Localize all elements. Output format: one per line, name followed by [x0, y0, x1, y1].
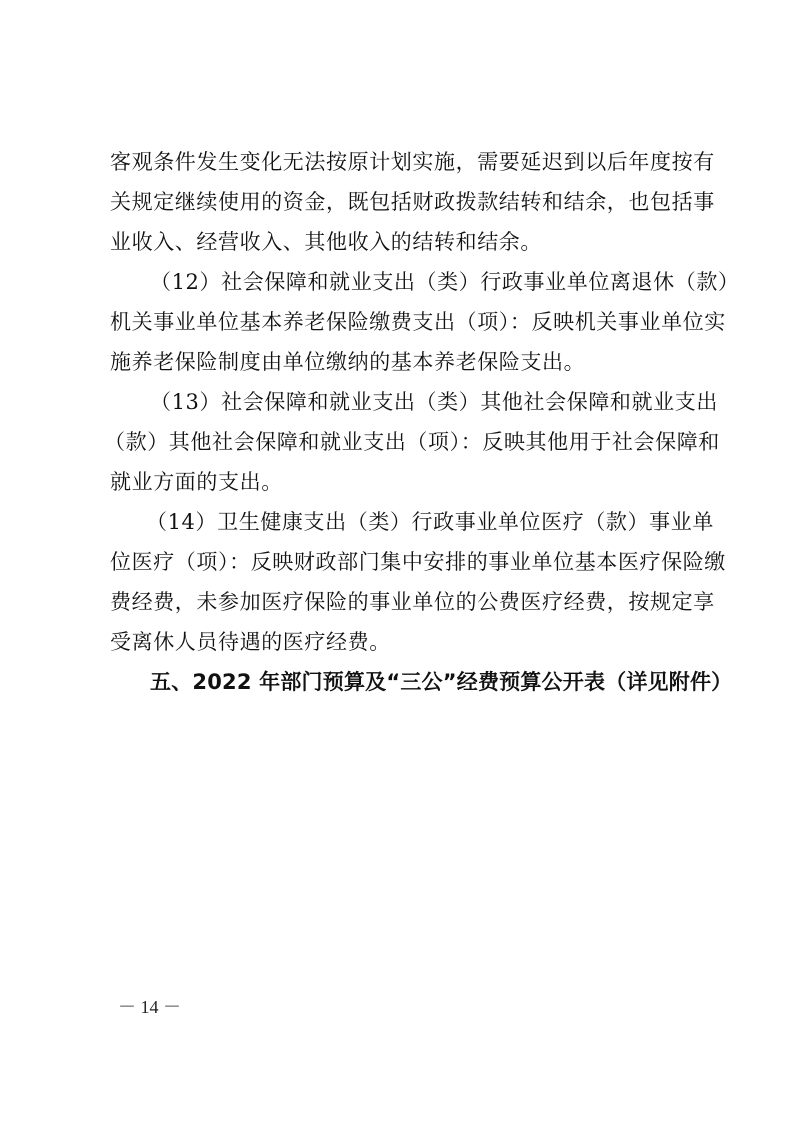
paragraph-line: 费经费，未参加医疗保险的事业单位的公费医疗经费，按规定享 — [110, 590, 715, 614]
paragraph-line: 受离休人员待遇的医疗经费。 — [110, 630, 391, 654]
paragraph-line: 关规定继续使用的资金，既包括财政拨款结转和结余，也包括事 — [110, 190, 715, 214]
paragraph-line: 业收入、经营收入、其他收入的结转和结余。 — [110, 230, 542, 254]
section-heading: 五、2022 年部门预算及“三公”经费预算公开表（详见附件） — [150, 670, 733, 694]
paragraph-line: 机关事业单位基本养老保险缴费支出（项）：反映机关事业单位实 — [110, 310, 726, 334]
paragraph-line: 位医疗（项）：反映财政部门集中安排的事业单位基本医疗保险缴 — [110, 550, 726, 574]
page-number: － 14 － — [118, 997, 181, 1017]
paragraph-line: （13）社会保障和就业支出（类）其他社会保障和就业支出 — [150, 390, 718, 414]
paragraph-line: （12）社会保障和就业支出（类）行政事业单位离退休（款） — [150, 270, 740, 294]
paragraph-line: 就业方面的支出。 — [110, 470, 283, 494]
paragraph-line: （14）卫生健康支出（类）行政事业单位医疗（款）事业单 — [146, 510, 714, 534]
paragraph-line: 客观条件发生变化无法按原计划实施，需要延迟到以后年度按有 — [110, 150, 715, 174]
paragraph-line: 施养老保险制度由单位缴纳的基本养老保险支出。 — [110, 350, 586, 374]
paragraph-line: （款）其他社会保障和就业支出（项）：反映其他用于社会保障和 — [104, 430, 720, 454]
